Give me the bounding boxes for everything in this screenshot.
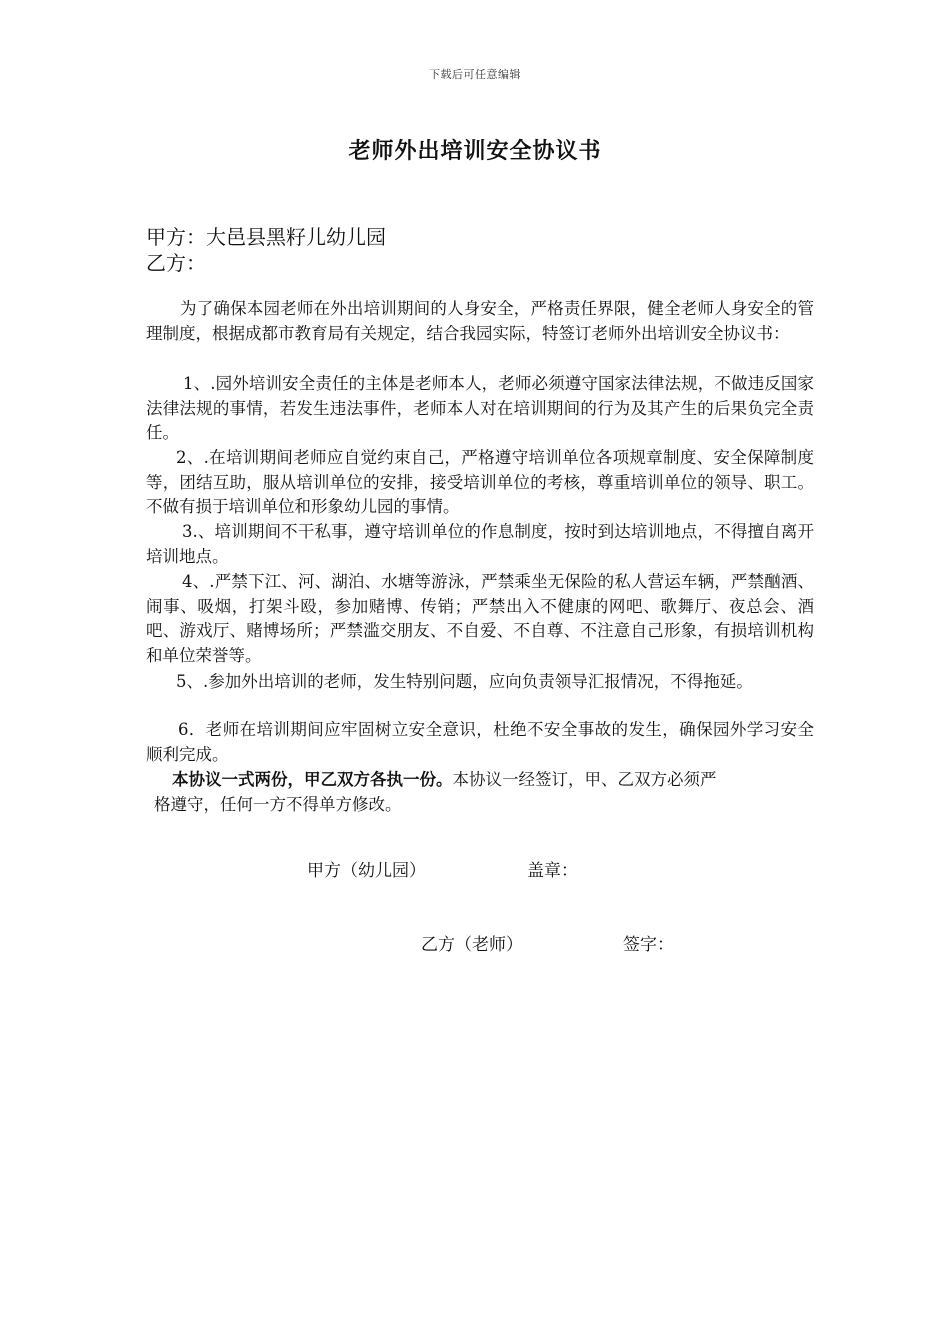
party-a-signature-label: 甲方（幼儿园） [307, 861, 426, 881]
page-header-note: 下载后可任意编辑 [429, 68, 521, 81]
clause-2 [146, 446, 814, 520]
intro-paragraph [146, 297, 814, 346]
clause-1-text: 1、.园外培训安全责任的主体是老师本人，老师必须遵守国家法律法规，不做违反国家法律法规的事情，若发生违法事件，老师本人对在培训期间的行为及其产生的后果负完全责任。 [146, 374, 814, 443]
party-b-line: 乙方： [146, 251, 206, 275]
clause-6 [146, 718, 814, 767]
closing-paragraph [146, 768, 814, 817]
closing-line-1 [146, 768, 814, 793]
clause-4-text: 4、.严禁下江、河、湖泊、水塘等游泳，严禁乘坐无保险的私人营运车辆，严禁酗酒、闹事、吸烟，打架斗殴，参加赌博、传销；严禁出入不健康的网吧、歌舞厅、夜总会、酒吧、游戏厅、赌博场所；严禁滥交朋友、不自爱、不自尊、不注意自己形象，有损培训机构和单位荣誉等。 [146, 572, 814, 665]
clause-5-text: 5、.参加外出培训的老师，发生特别问题，应向负责领导汇报情况，不得拖延。 [176, 672, 753, 691]
intro-text: 为了确保本园老师在外出培训期间的人身安全，严格责任界限，健全老师人身安全的管理制度，根据成都市教育局有关规定，结合我园实际，特签订老师外出培训安全协议书： [146, 299, 814, 343]
closing-line-2: 格遵守，任何一方不得单方修改。 [154, 794, 402, 814]
document-title: 老师外出培训安全协议书 [348, 138, 602, 164]
party-a-seal-field[interactable]: 盖章： [527, 861, 578, 881]
clause-3 [146, 520, 814, 569]
clause-4 [146, 570, 814, 668]
party-a-line: 甲方：大邑县黑籽儿幼儿园 [146, 225, 386, 249]
clause-3-text: 3.、培训期间不干私事，遵守培训单位的作息制度，按时到达培训地点，不得擅自离开培训地点。 [146, 522, 814, 566]
clause-6-text: 6．老师在培训期间应牢固树立安全意识，杜绝不安全事故的发生，确保园外学习安全顺利完成。 [146, 720, 814, 764]
clause-2-text: 2、.在培训期间老师应自觉约束自己，严格遵守培训单位各项规章制度、安全保障制度等，团结互助，服从培训单位的安排，接受培训单位的考核，尊重培训单位的领导、职工。不做有损于培训单位和形象幼儿园的事情。 [146, 448, 814, 517]
closing-rest-text-1: 本协议一经签订，甲、乙双方必须严 [452, 770, 717, 789]
party-b-signature-field[interactable]: 签字： [623, 935, 674, 955]
clause-5 [146, 670, 814, 695]
closing-bold-text: 本协议一式两份，甲乙双方各执一份。 [172, 770, 453, 789]
party-b-signature-label: 乙方（老师） [421, 935, 523, 955]
clause-1 [146, 372, 814, 446]
